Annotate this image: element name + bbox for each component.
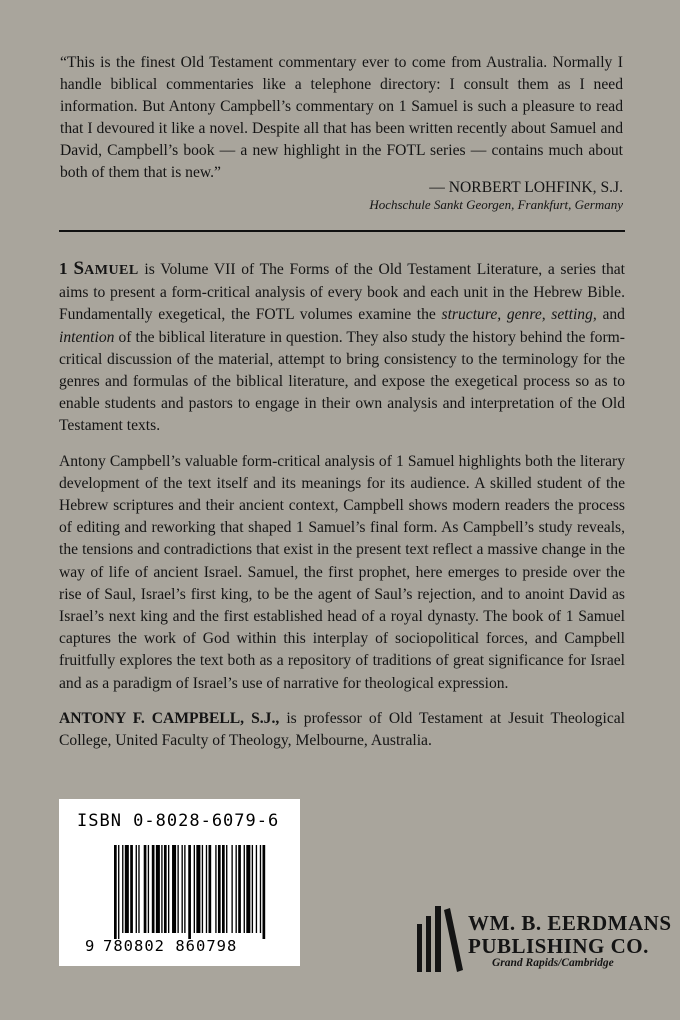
isbn-label: ISBN 0-8028-6079-6 xyxy=(77,811,280,831)
barcode-bar xyxy=(226,845,227,933)
p1-italic-2: intention xyxy=(59,328,115,346)
barcode-bar xyxy=(138,845,139,933)
barcode-bar xyxy=(136,845,137,933)
barcode-bar xyxy=(244,845,245,933)
description-paragraph-2: Antony Campbell’s valuable form-critical analysis of 1 Samuel highlights both the literary development of the text itself and its meanings for its audience. A skilled student of the Hebrew scriptures and their ancient context, Campbell shows modern readers the process of editing and reworking that shaped 1 Samuel’s final form. As Campbell’s study reveals, the tensions and contradictions that exist in the present text reflect a massive change in the way of life of ancient Israel. Samuel, the first prophet, here emerges to preside over the rise of Saul, Israel’s first king, to be the agent of Saul’s rejection, and to anoint David as Israel’s next king and the first established head of a royal dynasty. The book of 1 Samuel captures the work of God within this interplay of sociopolitical forces, and Campbell fruitfully explores the text both as a repository of traditions of great significance for Israel and as a paradigm of Israel’s use of narrative for theological expression. xyxy=(59,452,625,692)
publisher-name-line1: WM. B. EERDMANS xyxy=(468,911,672,935)
divider-rule xyxy=(59,230,625,232)
barcode-bar xyxy=(236,845,237,933)
p1-text-b: and xyxy=(596,306,625,324)
barcode-bar xyxy=(118,845,119,939)
barcode-bar xyxy=(164,845,167,933)
barcode-bar xyxy=(218,845,221,933)
publisher-name-line2: PUBLISHING CO. xyxy=(468,934,649,958)
barcode-bar xyxy=(209,845,212,933)
barcode-bar xyxy=(206,845,207,933)
barcode-bar xyxy=(252,845,253,933)
barcode-bar xyxy=(231,845,232,933)
barcode-bar xyxy=(260,845,261,933)
author-bio xyxy=(59,708,625,752)
title-initial: S xyxy=(73,258,85,279)
barcode-bar xyxy=(246,845,250,933)
barcode-bar xyxy=(215,845,216,933)
barcode-bar xyxy=(222,845,225,933)
endorsement-quote xyxy=(60,52,623,184)
barcode-bar xyxy=(196,845,200,933)
author-name: ANTONY F. CAMPBELL, S.J., xyxy=(59,709,280,727)
isbn-barcode xyxy=(59,799,300,966)
p1-text-c: of the biblical literature in question. They also study the history behind the form-critical discussion of the material, attempt to bring consistency to the terminology for the genres and formulas of the biblical literature, and expose the exegetical process so as to enable students and pastors to engage in their own analysis and interpretation of the Old Testament texts. xyxy=(59,328,625,435)
barcode-bar xyxy=(188,845,191,939)
barcode-digits: 780802 860798 xyxy=(103,937,238,955)
barcode-digit-first: 9 xyxy=(85,937,95,955)
quote-text: “This is the finest Old Testament commentary ever to come from Australia. Normally I handle biblical commentaries like a telephone directory: I consult them as I need information. But Antony Campbell’s commentary on 1 Samuel is such a pleasure to read that I devoured it like a novel. Despite all that has been written recently about Samuel and David, Campbell’s book — a new highlight in the FOTL series — contains much about both of them that is new.” xyxy=(60,54,623,181)
barcode-bar xyxy=(202,845,203,933)
barcode-bar xyxy=(144,845,147,933)
publisher-imprint xyxy=(415,904,672,974)
book-title xyxy=(59,259,139,278)
barcode-bar xyxy=(168,845,169,933)
title-number: 1 xyxy=(59,259,68,278)
author-bio-text: is professor of Old Testament at Jesuit Theological College, United Faculty of Theology, Melbourne, Australia. xyxy=(59,709,625,750)
description-paragraph-1 xyxy=(59,258,625,438)
barcode-bar xyxy=(122,845,123,933)
barcode-bar xyxy=(148,845,149,933)
eerdmans-logo-icon xyxy=(415,904,467,974)
quote-author: — NORBERT LOHFINK, S.J. xyxy=(429,179,623,196)
barcode-bar xyxy=(125,845,129,933)
p1-italic-1: structure, genre, setting, xyxy=(441,306,597,324)
barcode-bar xyxy=(263,845,266,939)
barcode-bar xyxy=(152,845,155,933)
barcode-bar xyxy=(177,845,178,933)
barcode-bar xyxy=(194,845,195,933)
barcode-bar xyxy=(184,845,185,933)
barcode-bar xyxy=(182,845,183,933)
barcode-bar xyxy=(172,845,176,933)
barcode-bar xyxy=(114,845,117,939)
book-description xyxy=(59,258,625,765)
publisher-location: Grand Rapids/Cambridge xyxy=(492,957,614,969)
p1-text-a: is Volume VII of The Forms of the Old Testament Literature, a series that aims to present a form-critical analysis of every book and each unit in the Hebrew Bible. Fundamentally exegetical, the FOTL volumes examine the xyxy=(59,261,626,324)
barcode-bar xyxy=(256,845,257,933)
barcode-bar xyxy=(238,845,241,933)
quote-affiliation: Hochschule Sankt Georgen, Frankfurt, Germany xyxy=(369,197,623,212)
barcode-bar xyxy=(161,845,162,933)
barcode-bar xyxy=(156,845,160,933)
title-rest: AMUEL xyxy=(84,263,139,278)
barcode-bar xyxy=(130,845,133,933)
